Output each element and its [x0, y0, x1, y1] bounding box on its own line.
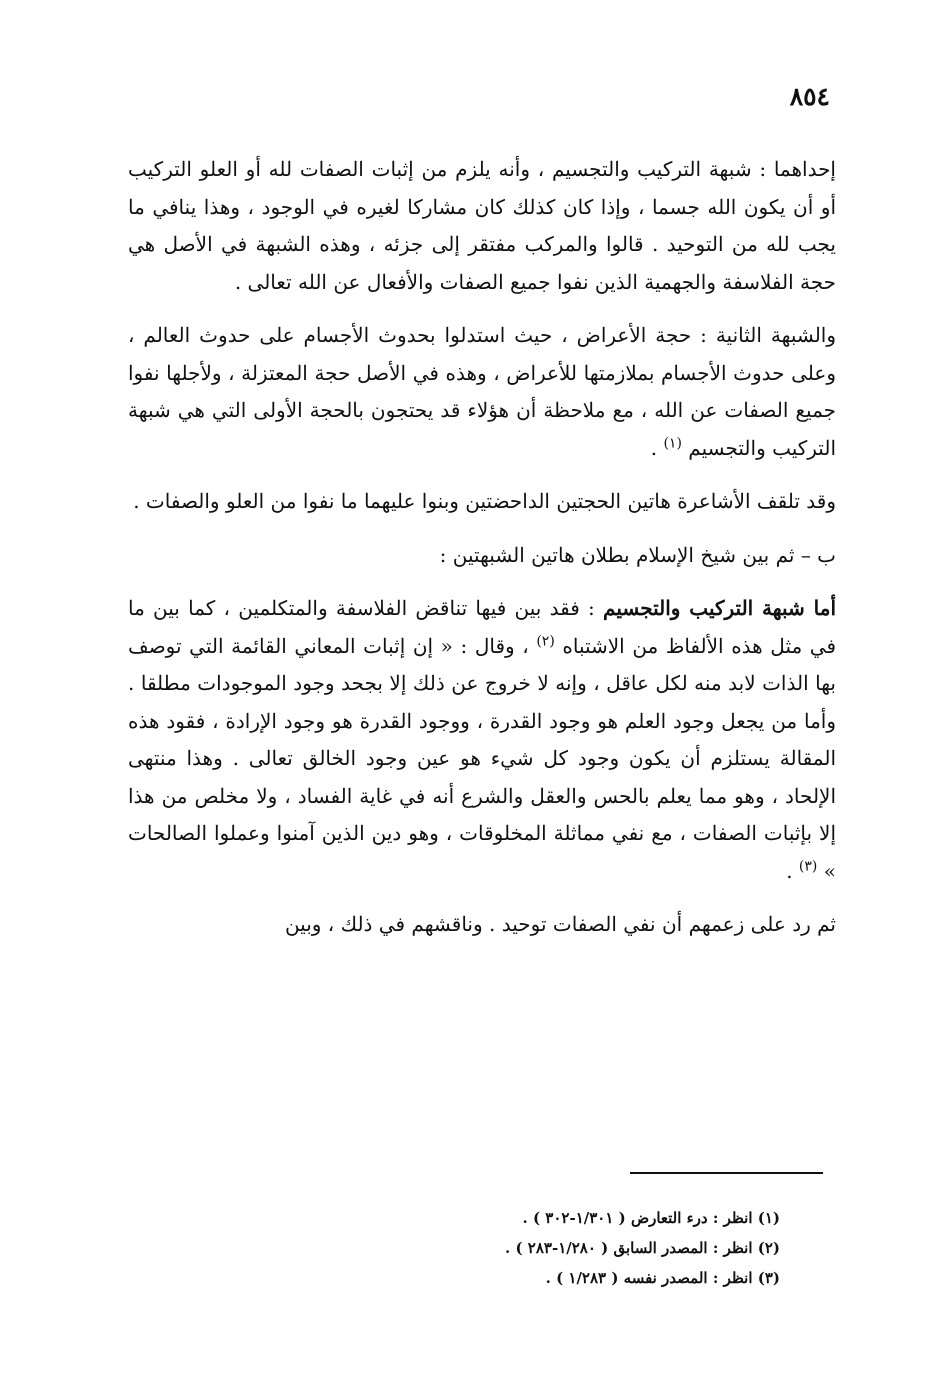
footnote-2: (٢) انظر : المصدر السابق ( ١/٢٨٠-٢٨٣ ) .: [505, 1239, 780, 1257]
paragraph-text: والشبهة الثانية : حجة الأعراض ، حيث استدلوا بحدوث الأجسام على حدوث العالم ، وعلى حدوث الأجسام بملازمتها للأعراض ، وهذه في الأصل حجة المعتزلة ، ولأجلها نفوا جميع الصفات عن الله ، مع ملاحظة أن هؤلاء قد يحتجون بالحجة الأولى التي هي شبهة التركيب والتجسيم: [128, 323, 837, 460]
paragraph-6: [128, 906, 836, 944]
footnote-ref-2[interactable]: (٢): [536, 632, 555, 649]
footnote-ref-1[interactable]: (١): [663, 434, 682, 451]
paragraph-text: : فقد بين فيها تناقض الفلاسفة والمتكلمين ، كما بين ما في مثل هذه الألفاظ من الاشتباه: [128, 596, 837, 658]
footnote-divider: [630, 1172, 823, 1174]
footnote-3: (٣) انظر : المصدر نفسه ( ١/٢٨٣ ) .: [545, 1269, 780, 1287]
paragraph-1: [128, 151, 836, 301]
paragraph-text: إحداهما : شبهة التركيب والتجسيم ، وأنه يلزم من إثبات الصفات لله أو العلو التركيب أو أن يكون الله جسما ، وإذا كان كذلك كان مشاركا لغيره في الوجود ، وهذا ينافي ما يجب لله من التوحيد . قالوا والمركب مفتقر إلى جزئه ، وهذه الشبهة في الأصل هي حجة الفلاسفة والجهمية الذين نفوا جميع الصفات والأفعال عن الله تعالى .: [128, 157, 837, 294]
paragraph-lead: أما شبهة التركيب والتجسيم: [603, 596, 837, 620]
paragraph-tail: ، وقال : « إن إثبات المعاني القائمة التي توصف بها الذات لابد منه لكل عاقل ، وإنه لا خروج عن ذلك إلا بجحد وجود الموجودات مطلقا . وأما من يجعل وجود العلم هو وجود القدرة ، ووجود القدرة هو وجود الإرادة ، فقود هذه المقالة يستلزم أن يكون وجود كل شيء هو عين وجود الخالق تعالى . وهذا منتهى الإلحاد ، وهو مما يعلم بالحس والعقل والشرع أنه في غاية الفساد ، ولا مخلص من هذا إلا بإثبات الصفات ، مع نفي مماثلة المخلوقات ، وهو دين الذين آمنوا وعملوا الصالحات »: [128, 633, 836, 883]
paragraph-3: [128, 483, 836, 521]
footnotes: [128, 1203, 780, 1293]
paragraph-tail: .: [650, 435, 658, 460]
footnote-ref-3[interactable]: (٣): [798, 857, 818, 874]
paragraph-text: ب – ثم بين شيخ الإسلام بطلان هاتين الشبهتين :: [439, 542, 836, 567]
footnote-1: (١) انظر : درء التعارض ( ١/٣٠١-٣٠٢ ) .: [522, 1209, 780, 1227]
paragraph-2: [128, 317, 836, 467]
paragraph-text: ثم رد على زعمهم أن نفي الصفات توحيد . وناقشهم في ذلك ، وبين: [284, 912, 836, 936]
paragraph-end: .: [786, 858, 793, 883]
paragraph-4: [128, 537, 836, 575]
page-body: [128, 82, 836, 960]
paragraph-5: [128, 590, 836, 890]
paragraph-text: وقد تلقف الأشاعرة هاتين الحجتين الداحضتين وبنوا عليهما ما نفوا من العلو والصفات .: [133, 489, 836, 513]
page-number: ٨٥٤: [789, 82, 830, 111]
